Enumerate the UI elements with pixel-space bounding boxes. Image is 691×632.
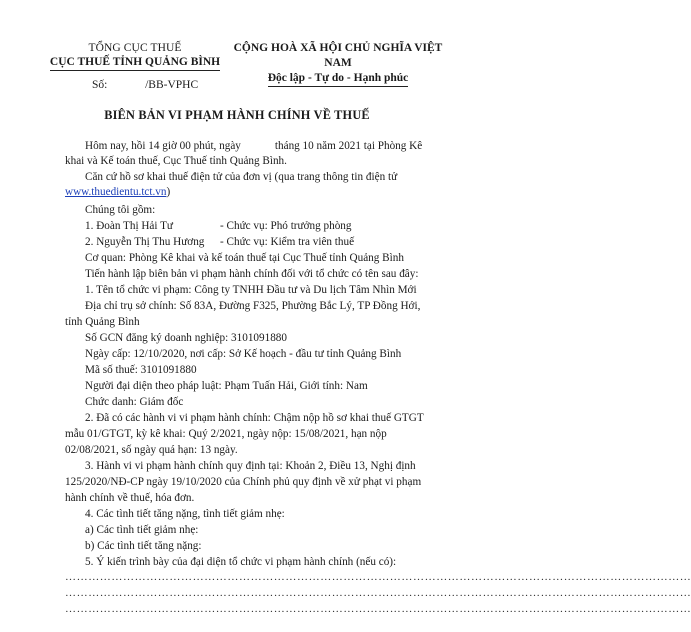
body-line [85,139,422,154]
issuing-agency: CỤC THUẾ TỈNH QUẢNG BÌNH [50,55,220,71]
body-line: Mã số thuế: 3101091880 [85,364,197,376]
body-line: Chức danh: Giám đốc [85,396,184,408]
tax-portal-link[interactable]: www.thuedientu.tct.vn [65,186,167,198]
body-line: Cơ quan: Phòng Kê khai và kế toán thuế tại Cục Thuế tỉnh Quảng Bình [85,252,404,264]
document-title: BIÊN BẢN VI PHẠM HÀNH CHÍNH VỀ THUẾ [104,108,370,122]
body-line: 4. Các tình tiết tăng nặng, tình tiết giảm nhẹ: [85,508,285,520]
body-line-text: tháng 10 năm 2021 tại Phòng Kê [274,140,423,152]
body-line: a) Các tình tiết giảm nhẹ: [85,524,199,536]
body-line: Ngày cấp: 12/10/2020, nơi cấp: Sở Kế hoạch - đầu tư tỉnh Quảng Bình [85,348,402,360]
body-line: 1. Tên tổ chức vi phạm: Công ty TNHH Đầu tư và Du lịch Tâm Nhìn Mới [85,284,417,296]
member-name: 1. Đoàn Thị Hải Tư [85,220,173,232]
body-line: 125/2020/NĐ-CP ngày 19/10/2020 của Chính phủ quy định về xử phạt vi phạm [65,476,422,488]
fill-in-dotted-line: ……………………………………………………………………………………………………………………………………………… [65,603,691,615]
body-line-text: ) [166,186,171,198]
issuing-agency-block [40,41,230,71]
body-line: Số GCN đăng ký doanh nghiệp: 3101091880 [85,332,287,344]
body-line: 2. Đã có các hành vi vi phạm hành chính: Chậm nộp hồ sơ khai thuế GTGT [85,412,424,424]
body-line: 02/08/2021, số ngày quá hạn: 13 ngày. [65,444,238,456]
body-line-text: Hôm nay, hồi 14 giờ 00 phút, ngày [85,140,241,152]
national-motto: Độc lập - Tự do - Hạnh phúc [268,71,409,87]
doc-number-suffix: /BB-VPHC [145,79,199,91]
member-position: - Chức vụ: Phó trưởng phòng [220,220,352,232]
body-line: khai và Kế toán thuế, Cục Thuế tỉnh Quảng Bình. [65,155,287,167]
body-line: mẫu 01/GTGT, kỳ kê khai: Quý 2/2021, ngày nộp: 15/08/2021, hạn nộp [65,428,387,440]
body-line: 5. Ý kiến trình bày của đại diện tổ chức vi phạm hành chính (nếu có): [85,556,397,568]
body-line: Địa chỉ trụ sở chính: Số 83A, Đường F325, Phường Bắc Lý, TP Đồng Hới, [85,300,421,312]
document-number [92,79,198,91]
parent-agency: TỔNG CỤC THUẾ [88,42,182,54]
member-row [85,235,204,250]
body-line: tỉnh Quảng Bình [65,316,140,328]
body-line: 3. Hành vi vi phạm hành chính quy định tại: Khoản 2, Điều 13, Nghị định [85,460,416,472]
body-line [65,185,170,200]
body-line: b) Các tình tiết tăng nặng: [85,540,202,552]
body-line: Tiến hành lập biên bản vi phạm hành chính đối với tổ chức có tên sau đây: [85,268,419,280]
member-row [85,219,173,234]
fill-in-dotted-line: ……………………………………………………………………………………………………………………………………………… [65,571,691,583]
fill-in-dotted-line: ……………………………………………………………………………………………………………………………………………… [65,587,691,599]
body-line: Căn cứ hồ sơ khai thuế điện tử của đơn vị (qua trang thông tin điện tử [85,171,398,183]
member-name: 2. Nguyễn Thị Thu Hương [85,236,205,248]
body-line: Chúng tôi gồm: [85,204,156,216]
body-line: hành chính về thuế, hóa đơn. [65,492,195,504]
body-line: Người đại diện theo pháp luật: Phạm Tuấn Hải, Giới tính: Nam [85,380,368,392]
member-position: - Chức vụ: Kiểm tra viên thuế [220,236,355,248]
national-title-block [222,41,454,87]
doc-number-label: Số: [92,79,108,91]
national-title: CỘNG HOÀ XÃ HỘI CHỦ NGHĨA VIỆT NAM [233,42,443,69]
